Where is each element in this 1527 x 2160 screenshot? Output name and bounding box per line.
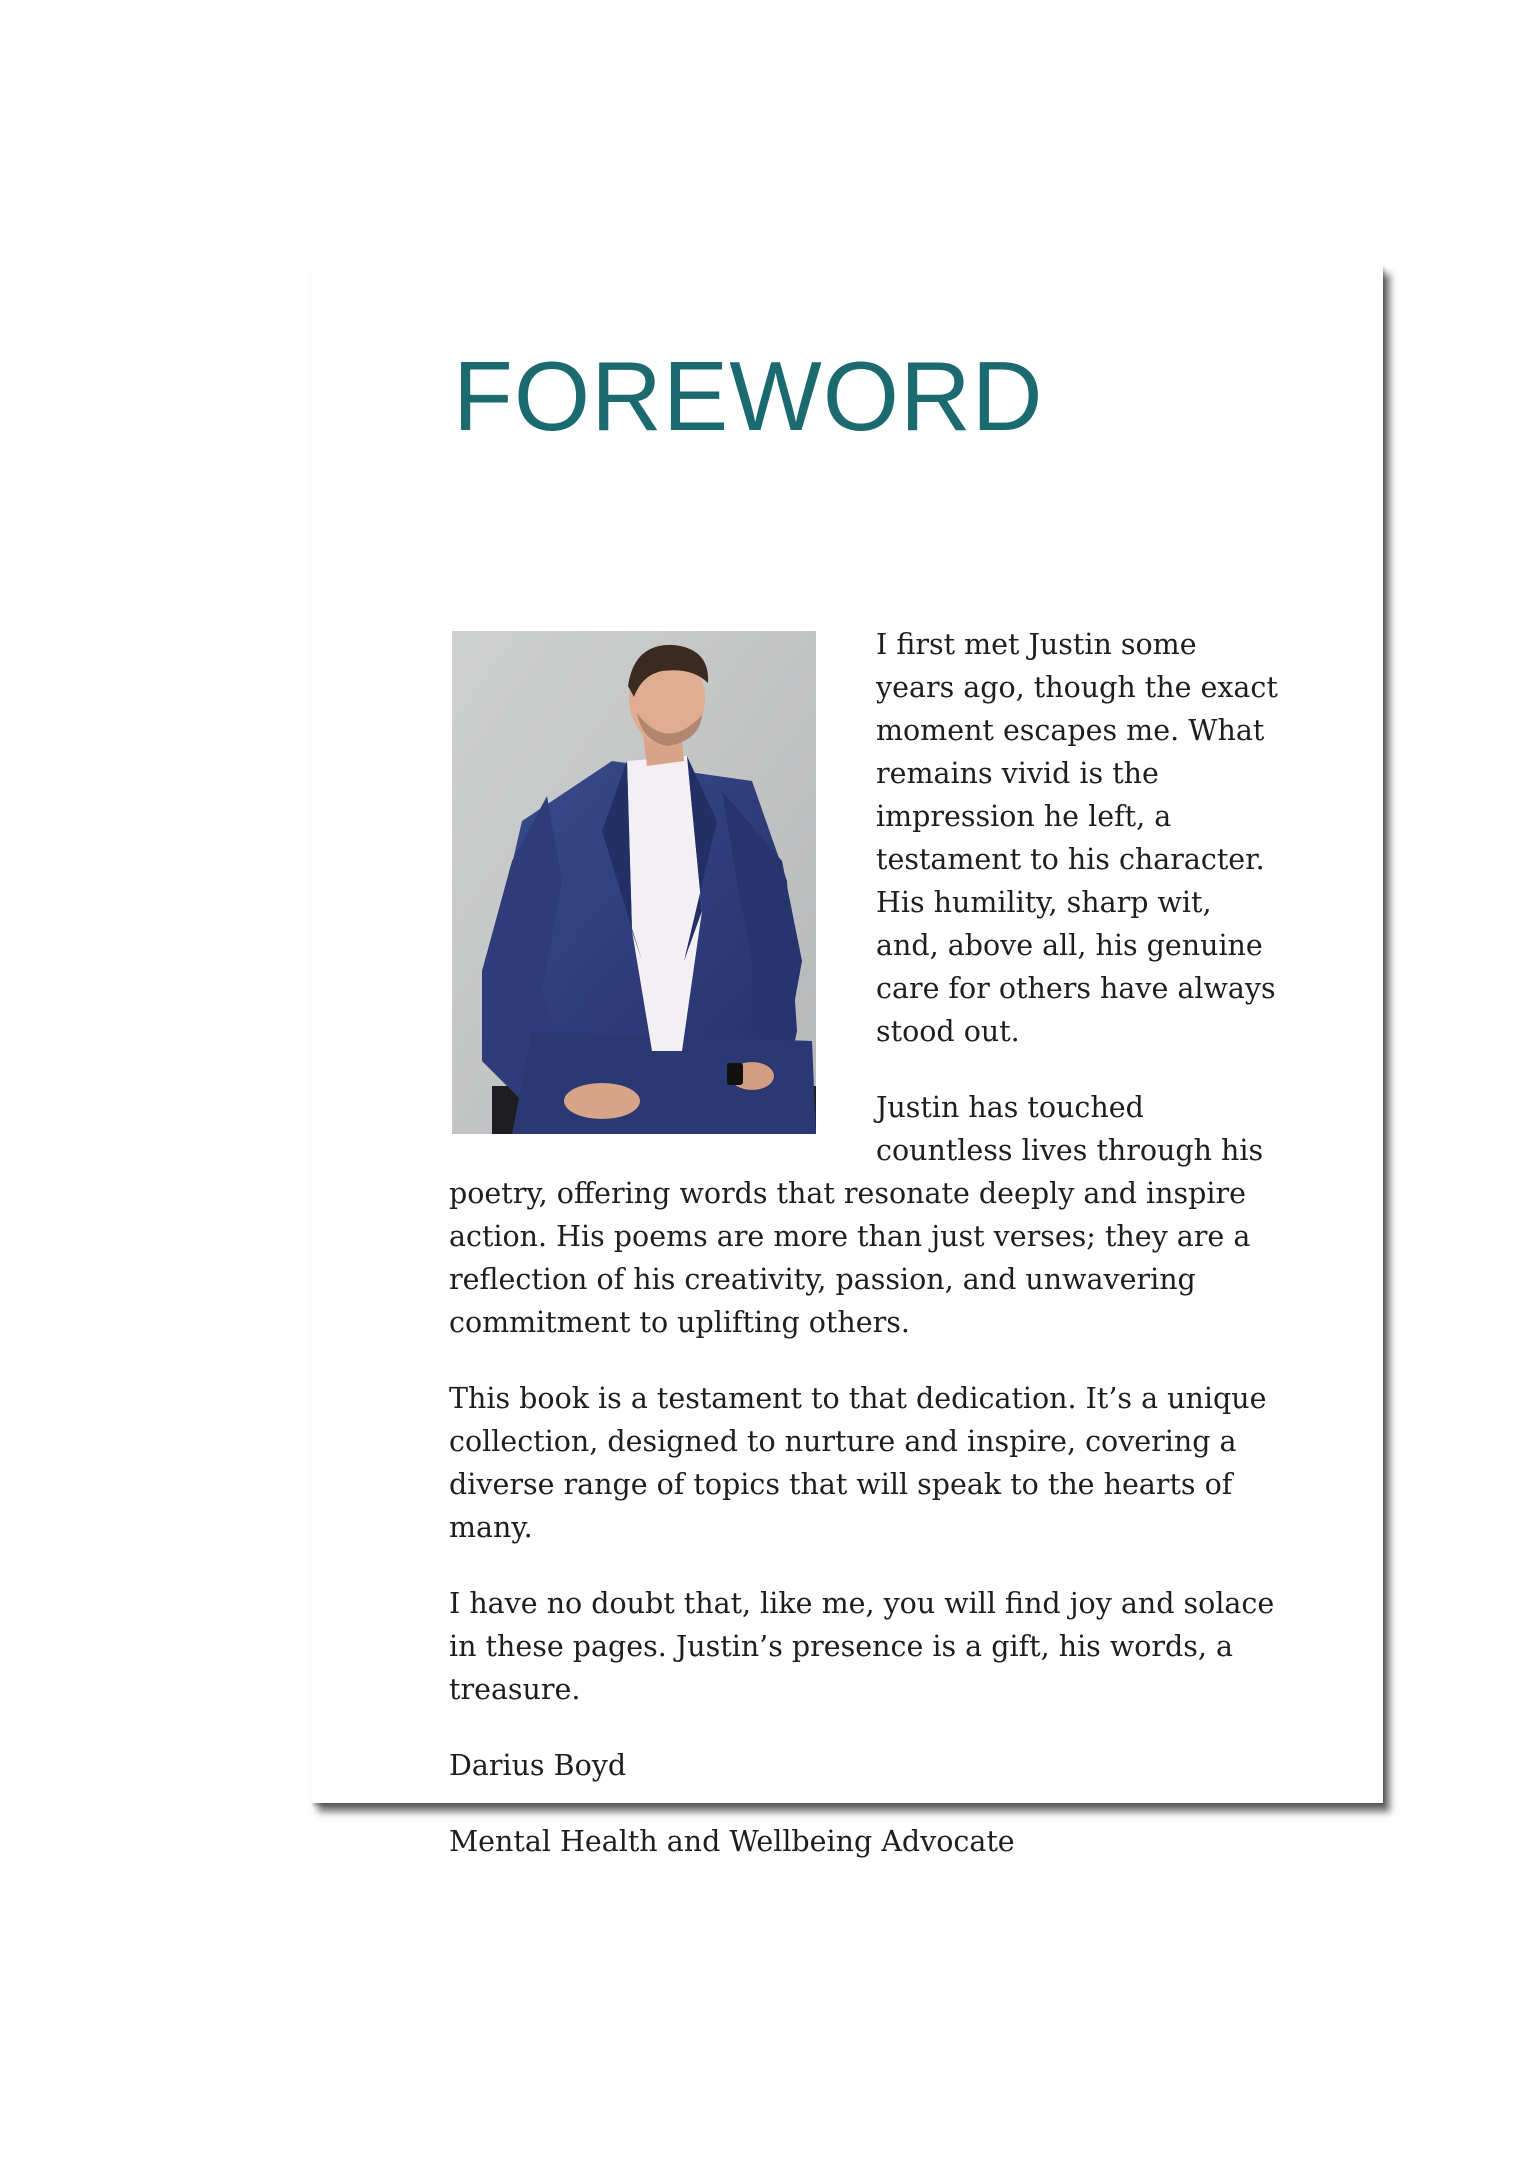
page-title: FOREWORD xyxy=(453,341,1044,451)
foreword-page xyxy=(311,265,1383,1858)
portrait-illustration xyxy=(452,631,816,1134)
foreword-paragraph-4: I have no doubt that, like me, you will find joy and solace in these pages. Justin’s presence is a gift, his words, a treasure. xyxy=(449,1587,1275,1706)
portrait-photo xyxy=(452,631,816,1134)
foreword-paragraph-3: This book is a testament to that dedication. It’s a unique collection, designed to nurture and inspire, covering a diverse range of topics that will speak to the hearts of many. xyxy=(449,1382,1267,1544)
foreword-body xyxy=(449,623,1281,1896)
foreword-paragraph-1: I first met Justin some years ago, though the exact moment escapes me. What remains vivid is the impression he left, a testament to his character. His humility, sharp wit, and, above all, his genuine care for others have always stood out. xyxy=(876,628,1278,1048)
author-title: Mental Health and Wellbeing Advocate xyxy=(449,1825,1015,1858)
foreword-paragraph-2: Justin has touched countless lives through his poetry, offering words that resonate deeply and inspire action. His poems are more than just verses; they are a reflection of his creativity, passion, and unwavering commitment to uplifting others. xyxy=(449,1091,1264,1339)
author-name: Darius Boyd xyxy=(449,1749,627,1782)
